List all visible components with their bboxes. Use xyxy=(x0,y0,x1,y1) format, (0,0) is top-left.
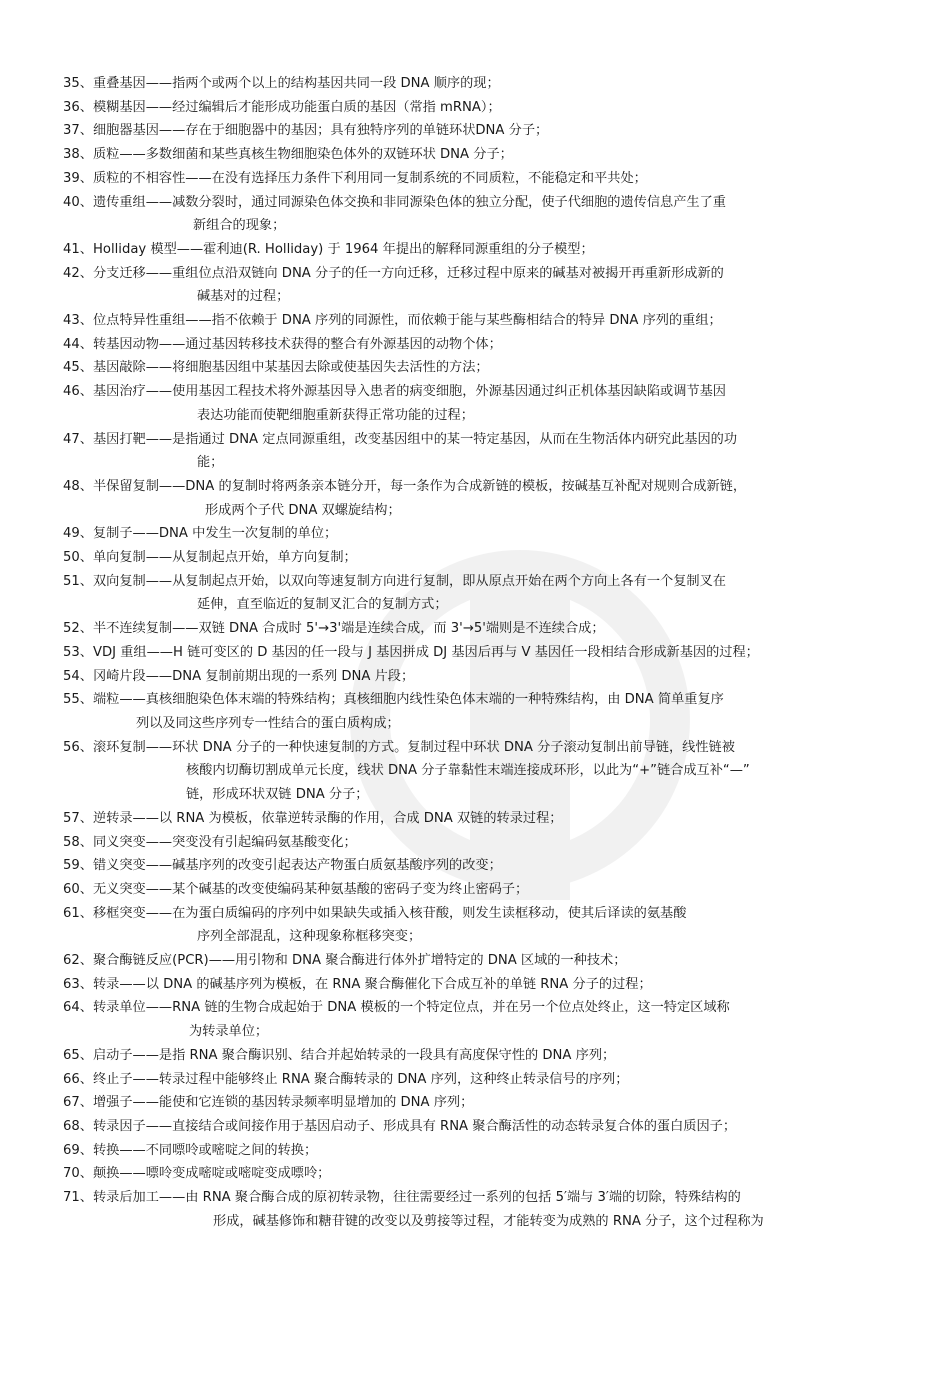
entry-continuation: 延伸，直至临近的复制叉汇合的复制方式； xyxy=(197,597,448,613)
glossary-entry-39 xyxy=(63,167,903,191)
glossary-entry-40 xyxy=(63,191,903,238)
entry-line: 59、错义突变——碱基序列的改变引起表达产物蛋白质氨基酸序列的改变； xyxy=(63,858,502,874)
glossary-entry-71 xyxy=(63,1186,903,1233)
entry-line: 58、同义突变——突变没有引起编码氨基酸变化； xyxy=(63,834,357,850)
entry-line: 38、质粒——多数细菌和某些真核生物细胞染色体外的双链环状 DNA 分子； xyxy=(63,147,513,163)
entry-continuation: 列以及同这些序列专一性结合的蛋白质构成； xyxy=(136,715,400,731)
entry-line: 51、双向复制——从复制起点开始，以双向等速复制方向进行复制，即从原点开始在两个方向上各有一个复制叉在 xyxy=(63,573,726,589)
entry-line: 55、端粒——真核细胞染色体末端的特殊结构；真核细胞内线性染色体末端的一种特殊结构，由 DNA 简单重复序 xyxy=(63,692,724,708)
glossary-entry-42 xyxy=(63,262,903,309)
entry-line: 54、冈崎片段——DNA 复制前期出现的一系列 DNA 片段； xyxy=(63,668,415,684)
entry-continuation: 表达功能而使靶细胞重新获得正常功能的过程； xyxy=(197,407,474,423)
glossary-entry-55 xyxy=(63,688,903,735)
entry-line: 57、逆转录——以 RNA 为模板，依靠逆转录酶的作用，合成 DNA 双链的转录过程； xyxy=(63,810,563,826)
entry-line: 56、滚环复制——环状 DNA 分子的一种快速复制的方式。复制过程中环状 DNA 分子滚动复制出前导链，线性链被 xyxy=(63,739,735,755)
glossary-entry-68 xyxy=(63,1115,903,1139)
glossary-entry-62 xyxy=(63,949,903,973)
glossary-entry-52 xyxy=(63,617,903,641)
glossary-entry-64 xyxy=(63,996,903,1043)
entry-line: 35、重叠基因——指两个或两个以上的结构基因共同一段 DNA 顺序的现； xyxy=(63,76,500,91)
entry-line: 40、遗传重组——减数分裂时，通过同源染色体交换和非同源染色体的独立分配，使子代细胞的遗传信息产生了重 xyxy=(63,194,726,210)
glossary-entry-51 xyxy=(63,570,903,617)
entry-line: 44、转基因动物——通过基因转移技术获得的整合有外源基因的动物个体； xyxy=(63,336,502,352)
glossary-entry-37 xyxy=(63,119,903,143)
entry-line: 36、模糊基因——经过编辑后才能形成功能蛋白质的基因（常指 mRNA）； xyxy=(63,99,501,115)
entry-line: 64、转录单位——RNA 链的生物合成起始于 DNA 模板的一个特定位点，并在另一个位点处终止，这一特定区域称 xyxy=(63,1000,730,1016)
glossary-entry-58 xyxy=(63,831,903,855)
entry-continuation: 碱基对的过程； xyxy=(197,289,290,305)
glossary-entry-61 xyxy=(63,902,903,949)
glossary-entry-47 xyxy=(63,428,903,475)
glossary-entry-56 xyxy=(63,736,903,807)
glossary-entry-41 xyxy=(63,238,903,262)
entry-line: 43、位点特异性重组——指不依赖于 DNA 序列的同源性，而依赖于能与某些酶相结合的特异 DNA 序列的重组； xyxy=(63,313,722,329)
entry-continuation: 能； xyxy=(197,455,224,471)
entry-line: 61、移框突变——在为蛋白质编码的序列中如果缺失或插入核苷酸，则发生读框移动，使其后译读的氨基酸 xyxy=(63,905,687,921)
entry-line: 48、半保留复制——DNA 的复制时将两条亲本链分开，每一条作为合成新链的模板，按碱基互补配对规则合成新链， xyxy=(63,478,747,494)
entry-continuation: 形成两个子代 DNA 双螺旋结构； xyxy=(205,502,401,518)
glossary-entry-50 xyxy=(63,546,903,570)
entry-line: 69、转换——不同嘌呤或嘧啶之间的转换； xyxy=(63,1142,318,1158)
entry-continuation: 为转录单位； xyxy=(189,1024,269,1040)
glossary-entry-66 xyxy=(63,1068,903,1092)
glossary-entry-49 xyxy=(63,522,903,546)
entry-line: 63、转录——以 DNA 的碱基序列为模板，在 RNA 聚合酶催化下合成互补的单链 RNA 分子的过程； xyxy=(63,976,652,992)
entry-line: 70、颠换——嘌呤变成嘧啶或嘧啶变成嘌呤； xyxy=(63,1166,331,1182)
glossary-entry-36 xyxy=(63,96,903,120)
entry-line: 37、细胞器基因——存在于细胞器中的基因；具有独特序列的单链环状DNA 分子； xyxy=(63,123,549,139)
entry-continuation: 序列全部混乱，这种现象称框移突变； xyxy=(197,929,422,945)
entry-line: 71、转录后加工——由 RNA 聚合酶合成的原初转录物，往往需要经过一系列的包括 5′端与 3′端的切除，特殊结构的 xyxy=(63,1190,741,1206)
entry-line: 60、无义突变——某个碱基的改变使编码某种氨基酸的密码子变为终止密码子； xyxy=(63,881,529,897)
entry-continuation: 新组合的现象； xyxy=(193,218,286,234)
glossary-entry-35 xyxy=(63,72,903,96)
entry-line: 52、半不连续复制——双链 DNA 合成时 5'→3'端是连续合成，而 3'→5'端则是不连续合成； xyxy=(63,621,605,637)
glossary-entry-59 xyxy=(63,854,903,878)
glossary-entry-70 xyxy=(63,1162,903,1186)
glossary-entry-54 xyxy=(63,665,903,689)
entry-line: 47、基因打靶——是指通过 DNA 定点同源重组，改变基因组中的某一特定基因，从而在生物活体内研究此基因的功 xyxy=(63,431,738,447)
glossary-entry-45 xyxy=(63,356,903,380)
entry-line: 41、Holliday 模型——霍利迪(R. Holliday) 于 1964 年提出的解释同源重组的分子模型； xyxy=(63,241,594,257)
entry-line: 45、基因敲除——将细胞基因组中某基因去除或使基因失去活性的方法； xyxy=(63,360,489,376)
glossary-entry-69 xyxy=(63,1139,903,1163)
entry-line: 50、单向复制——从复制起点开始，单方向复制； xyxy=(63,550,357,566)
entry-line: 49、复制子——DNA 中发生一次复制的单位； xyxy=(63,526,338,542)
glossary-entry-48 xyxy=(63,475,903,522)
glossary-entry-67 xyxy=(63,1091,903,1115)
glossary-list xyxy=(63,72,903,1233)
entry-continuation: 核酸内切酶切割成单元长度，线状 DNA 分子靠黏性末端连接成环形，以此为“+”链合成互补“—” xyxy=(186,763,750,779)
entry-line: 53、VDJ 重组——H 链可变区的 D 基因的任一段与 J 基因拼成 DJ 基因后再与 V 基因任一段相结合形成新基因的过程； xyxy=(63,644,759,660)
glossary-entry-57 xyxy=(63,807,903,831)
entry-line: 67、增强子——能使和它连锁的基因转录频率明显增加的 DNA 序列； xyxy=(63,1095,474,1111)
glossary-entry-65 xyxy=(63,1044,903,1068)
entry-line: 46、基因治疗——使用基因工程技术将外源基因导入患者的病变细胞，外源基因通过纠正机体基因缺陷或调节基因 xyxy=(63,384,726,400)
glossary-entry-63 xyxy=(63,973,903,997)
glossary-entry-44 xyxy=(63,333,903,357)
entry-continuation: 链，形成环状双链 DNA 分子； xyxy=(186,787,369,803)
entry-line: 65、启动子——是指 RNA 聚合酶识别、结合并起始转录的一段具有高度保守性的 DNA 序列； xyxy=(63,1047,616,1063)
entry-line: 66、终止子——转录过程中能够终止 RNA 聚合酶转录的 DNA 序列，这种终止转录信号的序列； xyxy=(63,1071,629,1087)
glossary-entry-38 xyxy=(63,143,903,167)
glossary-entry-43 xyxy=(63,309,903,333)
entry-line: 62、聚合酶链反应(PCR)——用引物和 DNA 聚合酶进行体外扩增特定的 DNA 区域的一种技术； xyxy=(63,953,627,969)
entry-line: 42、分支迁移——重组位点沿双链向 DNA 分子的任一方向迁移，迁移过程中原来的碱基对被揭开再重新形成新的 xyxy=(63,265,724,281)
entry-line: 39、质粒的不相容性——在没有选择压力条件下利用同一复制系统的不同质粒，不能稳定和平共处； xyxy=(63,170,647,186)
glossary-entry-46 xyxy=(63,380,903,427)
glossary-entry-60 xyxy=(63,878,903,902)
glossary-entry-53 xyxy=(63,641,903,665)
entry-continuation: 形成，碱基修饰和糖苷键的改变以及剪接等过程，才能转变为成熟的 RNA 分子，这个过程称为 xyxy=(213,1213,764,1229)
entry-line: 68、转录因子——直接结合或间接作用于基因启动子、形成具有 RNA 聚合酶活性的动态转录复合体的蛋白质因子； xyxy=(63,1118,737,1134)
